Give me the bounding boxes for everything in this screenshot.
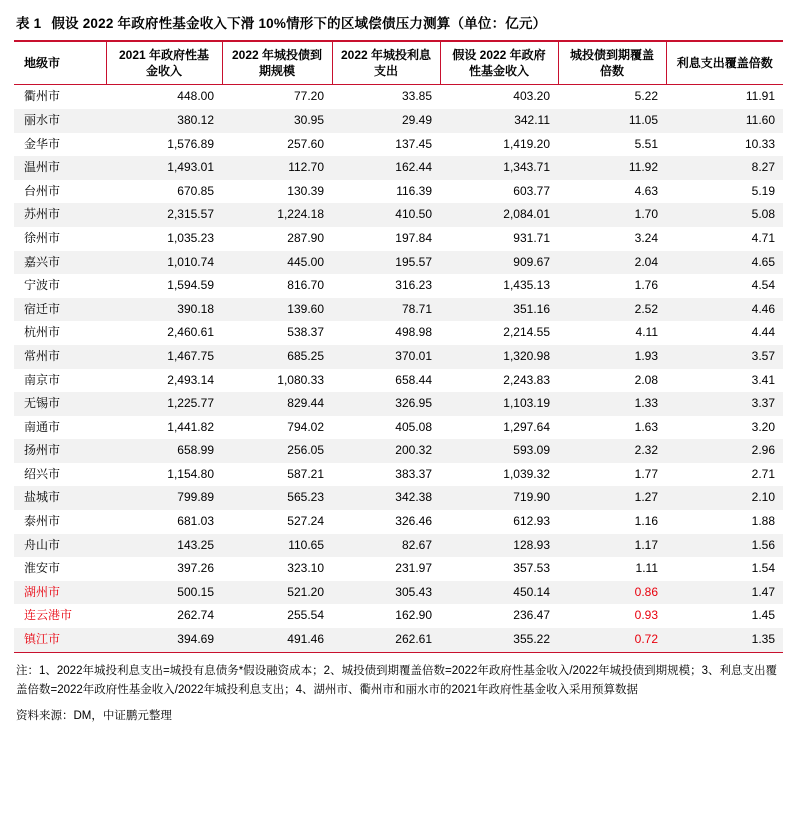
cell-city: 宁波市	[24, 278, 61, 293]
cell-2022-interest-expense: 383.37	[395, 466, 432, 481]
cell-city: 绍兴市	[24, 466, 61, 481]
cell-2021-fund-income: 1,225.77	[167, 396, 214, 411]
cell-2022-maturity-scale: 685.25	[287, 348, 324, 363]
cell-2021-fund-income: 500.15	[177, 584, 214, 599]
cell-city: 温州市	[24, 160, 61, 175]
cell-2022-interest-expense: 370.01	[395, 348, 432, 363]
cell-2022-maturity-scale: 77.20	[293, 89, 324, 104]
table-row	[14, 416, 783, 440]
cell-city: 金华市	[24, 136, 61, 151]
cell-2021-fund-income: 658.99	[177, 443, 214, 458]
cell-assumed-2022-fund-income: 450.14	[513, 584, 550, 599]
cell-2022-interest-expense: 137.45	[395, 136, 432, 151]
cell-city: 舟山市	[24, 537, 61, 552]
cell-2022-interest-expense: 197.84	[395, 230, 432, 245]
cell-2021-fund-income: 448.00	[177, 89, 214, 104]
cell-2021-fund-income: 1,493.01	[167, 160, 214, 175]
cell-interest-coverage-ratio: 3.37	[751, 396, 775, 411]
cell-assumed-2022-fund-income: 931.71	[513, 230, 550, 245]
cell-2022-maturity-scale: 1,224.18	[277, 207, 324, 222]
cell-maturity-coverage-ratio: 1.77	[634, 466, 658, 481]
cell-maturity-coverage-ratio: 1.93	[634, 348, 658, 363]
cell-city: 无锡市	[24, 396, 61, 411]
cell-interest-coverage-ratio: 5.19	[751, 183, 775, 198]
table-header	[14, 41, 783, 85]
cell-2022-interest-expense: 316.23	[395, 278, 432, 293]
table-notes: 注：1、2022年城投利息支出=城投有息债务*假设融资成本；2、城投债到期覆盖倍数=2022年政府性基金收入/2022年城投债到期规模；3、利息支出覆盖倍数=2022年政府性基金收入/2022年城投利息支出；4、湖州市、衢州市和丽水市的2021年政府性基金收入采用预算数据	[16, 664, 778, 697]
cell-assumed-2022-fund-income: 603.77	[513, 183, 550, 198]
cell-interest-coverage-ratio: 4.65	[751, 254, 775, 269]
cell-2022-interest-expense: 78.71	[401, 301, 432, 316]
cell-2022-interest-expense: 162.90	[395, 608, 432, 623]
cell-2022-interest-expense: 658.44	[395, 372, 432, 387]
cell-2021-fund-income: 2,493.14	[167, 372, 214, 387]
cell-2021-fund-income: 397.26	[177, 561, 214, 576]
cell-2022-interest-expense: 498.98	[395, 325, 432, 340]
cell-2022-interest-expense: 305.43	[395, 584, 432, 599]
cell-interest-coverage-ratio: 1.88	[751, 514, 775, 529]
cell-2021-fund-income: 681.03	[177, 514, 214, 529]
data-table	[14, 40, 783, 653]
column-header-maturity-coverage-ratio: 城投债到期覆盖倍数	[558, 41, 666, 85]
cell-assumed-2022-fund-income: 1,039.32	[503, 466, 550, 481]
cell-2022-maturity-scale: 112.70	[288, 160, 324, 175]
cell-assumed-2022-fund-income: 2,214.55	[503, 325, 550, 340]
cell-city: 镇江市	[14, 628, 106, 652]
table-row	[14, 581, 783, 605]
cell-assumed-2022-fund-income: 1,297.64	[503, 419, 550, 434]
table-row	[14, 298, 783, 322]
cell-interest-coverage-ratio: 11.91	[745, 89, 775, 104]
cell-assumed-2022-fund-income: 355.22	[440, 628, 558, 652]
cell-2022-maturity-scale: 30.95	[293, 112, 324, 127]
table-row	[14, 227, 783, 251]
cell-2021-fund-income: 1,010.74	[167, 254, 214, 269]
column-header-city: 地级市	[14, 41, 106, 85]
cell-assumed-2022-fund-income: 719.90	[513, 490, 550, 505]
cell-2022-maturity-scale: 130.39	[287, 183, 324, 198]
cell-city: 徐州市	[24, 230, 61, 245]
column-header-interest-coverage-ratio: 利息支出覆盖倍数	[666, 41, 783, 85]
cell-2021-fund-income: 1,576.89	[167, 136, 214, 151]
cell-city: 泰州市	[24, 514, 61, 529]
cell-maturity-coverage-ratio: 4.11	[635, 325, 658, 340]
cell-maturity-coverage-ratio: 4.63	[634, 183, 658, 198]
table-row	[14, 628, 783, 652]
table-row	[14, 463, 783, 487]
cell-city: 杭州市	[24, 325, 61, 340]
cell-maturity-coverage-ratio: 2.32	[634, 443, 658, 458]
table-row	[14, 133, 783, 157]
cell-2022-maturity-scale: 527.24	[287, 514, 324, 529]
cell-maturity-coverage-ratio: 1.33	[634, 396, 658, 411]
cell-maturity-coverage-ratio: 1.16	[634, 514, 658, 529]
table-row	[14, 486, 783, 510]
table-header-row	[14, 41, 783, 85]
column-header-assumed-2022-fund-income: 假设 2022 年政府性基金收入	[440, 41, 558, 85]
cell-city: 南京市	[24, 372, 61, 387]
cell-assumed-2022-fund-income: 1,320.98	[503, 348, 550, 363]
cell-interest-coverage-ratio: 11.60	[745, 112, 775, 127]
cell-2022-maturity-scale: 255.54	[287, 608, 324, 623]
cell-2022-interest-expense: 33.85	[401, 89, 432, 104]
cell-2022-interest-expense: 116.39	[396, 183, 432, 198]
cell-2022-maturity-scale: 445.00	[287, 254, 324, 269]
cell-city: 衢州市	[24, 89, 61, 104]
cell-maturity-coverage-ratio: 2.04	[634, 254, 658, 269]
cell-maturity-coverage-ratio: 2.08	[634, 372, 658, 387]
cell-2022-maturity-scale: 794.02	[287, 419, 324, 434]
cell-assumed-2022-fund-income: 357.53	[513, 561, 550, 576]
cell-2022-interest-expense: 405.08	[395, 419, 432, 434]
cell-maturity-coverage-ratio: 0.86	[634, 584, 658, 599]
cell-assumed-2022-fund-income: 1,419.20	[503, 136, 550, 151]
cell-city: 丽水市	[24, 112, 61, 127]
table-row	[14, 180, 783, 204]
cell-interest-coverage-ratio: 1.45	[751, 608, 775, 623]
cell-2021-fund-income: 380.12	[177, 112, 214, 127]
cell-maturity-coverage-ratio: 3.24	[634, 230, 658, 245]
cell-2021-fund-income: 394.69	[106, 628, 222, 652]
cell-2022-maturity-scale: 110.65	[288, 537, 324, 552]
cell-2022-interest-expense: 200.32	[395, 443, 432, 458]
cell-city: 南通市	[24, 419, 61, 434]
table-row	[14, 369, 783, 393]
cell-assumed-2022-fund-income: 1,103.19	[503, 396, 550, 411]
table-body	[14, 85, 783, 652]
cell-city: 扬州市	[24, 443, 61, 458]
cell-maturity-coverage-ratio: 1.27	[634, 490, 658, 505]
cell-2022-interest-expense: 29.49	[401, 112, 432, 127]
cell-maturity-coverage-ratio: 0.93	[634, 608, 658, 623]
cell-2022-maturity-scale: 491.46	[222, 628, 332, 652]
cell-2022-interest-expense: 326.95	[395, 396, 432, 411]
cell-assumed-2022-fund-income: 351.16	[513, 301, 550, 316]
cell-2022-maturity-scale: 139.60	[287, 301, 324, 316]
cell-2021-fund-income: 1,441.82	[167, 419, 214, 434]
cell-city: 淮安市	[24, 561, 61, 576]
cell-2022-maturity-scale: 1,080.33	[277, 372, 324, 387]
cell-2022-interest-expense: 262.61	[332, 628, 440, 652]
cell-maturity-coverage-ratio: 1.76	[634, 278, 658, 293]
cell-2022-maturity-scale: 816.70	[287, 278, 324, 293]
cell-2022-maturity-scale: 587.21	[287, 466, 324, 481]
table-row	[14, 345, 783, 369]
cell-city: 嘉兴市	[24, 254, 61, 269]
table-number: 表 1	[16, 16, 42, 31]
cell-assumed-2022-fund-income: 593.09	[513, 443, 550, 458]
cell-assumed-2022-fund-income: 342.11	[514, 112, 550, 127]
cell-assumed-2022-fund-income: 612.93	[513, 514, 550, 529]
cell-maturity-coverage-ratio: 1.11	[635, 561, 658, 576]
cell-city: 常州市	[24, 348, 61, 363]
cell-2021-fund-income: 799.89	[177, 490, 214, 505]
column-header-2022-interest-expense: 2022 年城投利息支出	[332, 41, 440, 85]
cell-interest-coverage-ratio: 1.56	[751, 537, 775, 552]
cell-2022-maturity-scale: 287.90	[287, 230, 324, 245]
cell-interest-coverage-ratio: 4.71	[751, 230, 775, 245]
cell-maturity-coverage-ratio: 1.63	[634, 419, 658, 434]
cell-city: 盐城市	[24, 490, 61, 505]
cell-2021-fund-income: 2,460.61	[167, 325, 214, 340]
cell-2022-interest-expense: 410.50	[395, 207, 432, 222]
cell-interest-coverage-ratio: 10.33	[744, 136, 775, 151]
table-row	[14, 251, 783, 275]
cell-2022-maturity-scale: 521.20	[287, 584, 324, 599]
table-source: 资料来源：DM，中证鹏元整理	[16, 710, 172, 723]
cell-interest-coverage-ratio: 5.08	[751, 207, 775, 222]
cell-maturity-coverage-ratio: 2.52	[634, 301, 658, 316]
cell-2022-maturity-scale: 323.10	[287, 561, 324, 576]
cell-interest-coverage-ratio: 3.41	[751, 372, 775, 387]
cell-2022-maturity-scale: 256.05	[287, 443, 324, 458]
table-row	[14, 109, 783, 133]
cell-2022-interest-expense: 326.46	[395, 514, 432, 529]
cell-assumed-2022-fund-income: 128.93	[513, 537, 550, 552]
cell-interest-coverage-ratio: 2.96	[751, 443, 775, 458]
cell-2022-maturity-scale: 257.60	[287, 136, 324, 151]
table-row	[14, 604, 783, 628]
cell-interest-coverage-ratio: 4.44	[751, 325, 775, 340]
cell-2021-fund-income: 262.74	[177, 608, 214, 623]
cell-interest-coverage-ratio: 2.71	[751, 466, 775, 481]
table-row	[14, 156, 783, 180]
cell-2021-fund-income: 1,467.75	[167, 348, 214, 363]
cell-2022-interest-expense: 195.57	[395, 254, 432, 269]
cell-2022-interest-expense: 82.67	[401, 537, 432, 552]
cell-interest-coverage-ratio: 3.57	[751, 348, 775, 363]
cell-2021-fund-income: 390.18	[177, 301, 214, 316]
column-header-2022-maturity-scale: 2022 年城投债到期规模	[222, 41, 332, 85]
cell-2022-interest-expense: 342.38	[395, 490, 432, 505]
cell-city: 湖州市	[24, 584, 61, 599]
cell-2022-maturity-scale: 829.44	[287, 396, 324, 411]
page-title	[16, 12, 783, 32]
cell-maturity-coverage-ratio: 11.05	[628, 112, 658, 127]
cell-city: 宿迁市	[24, 301, 61, 316]
cell-maturity-coverage-ratio: 1.17	[634, 537, 658, 552]
cell-interest-coverage-ratio: 1.47	[751, 584, 775, 599]
cell-interest-coverage-ratio: 8.27	[751, 160, 775, 175]
cell-2022-maturity-scale: 565.23	[287, 490, 324, 505]
table-row	[14, 392, 783, 416]
cell-assumed-2022-fund-income: 1,435.13	[503, 278, 550, 293]
column-header-2021-fund-income: 2021 年政府性基金收入	[106, 41, 222, 85]
cell-city: 苏州市	[24, 207, 61, 222]
cell-maturity-coverage-ratio: 5.51	[634, 136, 658, 151]
cell-2022-interest-expense: 231.97	[395, 561, 432, 576]
cell-2022-maturity-scale: 538.37	[287, 325, 324, 340]
cell-assumed-2022-fund-income: 403.20	[513, 89, 550, 104]
table-row	[14, 203, 783, 227]
table-row	[14, 321, 783, 345]
table-row	[14, 510, 783, 534]
table-row	[14, 85, 783, 109]
cell-maturity-coverage-ratio: 11.92	[628, 160, 658, 175]
cell-2021-fund-income: 670.85	[177, 183, 214, 198]
cell-2021-fund-income: 1,035.23	[167, 230, 214, 245]
cell-city: 台州市	[24, 183, 61, 198]
table-row	[14, 534, 783, 558]
cell-2022-interest-expense: 162.44	[395, 160, 432, 175]
cell-interest-coverage-ratio: 4.46	[751, 301, 775, 316]
cell-interest-coverage-ratio: 1.54	[751, 561, 775, 576]
cell-2021-fund-income: 1,154.80	[167, 466, 214, 481]
cell-interest-coverage-ratio: 3.20	[751, 419, 775, 434]
cell-maturity-coverage-ratio: 5.22	[634, 89, 658, 104]
table-row	[14, 439, 783, 463]
cell-maturity-coverage-ratio: 0.72	[558, 628, 666, 652]
cell-assumed-2022-fund-income: 1,343.71	[503, 160, 550, 175]
cell-interest-coverage-ratio: 4.54	[751, 278, 775, 293]
table-title-text: 假设 2022 年政府性基金收入下滑 10%情形下的区域偿债压力测算（单位：亿元）	[51, 16, 547, 31]
cell-interest-coverage-ratio: 2.10	[751, 490, 775, 505]
cell-2021-fund-income: 143.25	[177, 537, 214, 552]
table-row	[14, 557, 783, 581]
cell-assumed-2022-fund-income: 909.67	[513, 254, 550, 269]
cell-2021-fund-income: 1,594.59	[167, 278, 214, 293]
cell-assumed-2022-fund-income: 2,084.01	[503, 207, 550, 222]
table-row	[14, 274, 783, 298]
cell-assumed-2022-fund-income: 2,243.83	[503, 372, 550, 387]
cell-interest-coverage-ratio: 1.35	[666, 628, 783, 652]
cell-city: 连云港市	[24, 608, 73, 623]
cell-2021-fund-income: 2,315.57	[167, 207, 214, 222]
cell-maturity-coverage-ratio: 1.70	[634, 207, 658, 222]
cell-assumed-2022-fund-income: 236.47	[513, 608, 550, 623]
